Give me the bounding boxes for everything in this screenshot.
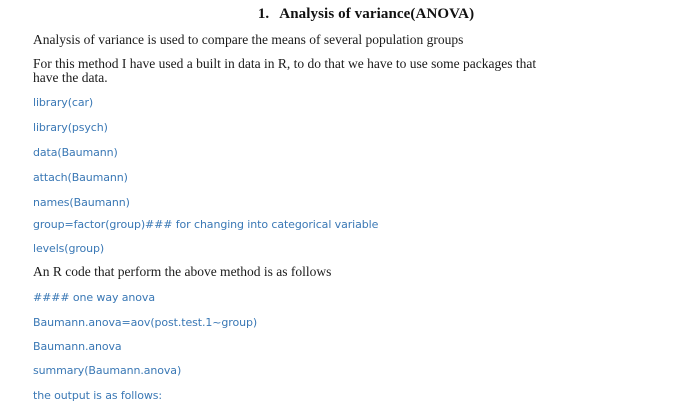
section-number: 1.	[257, 6, 270, 22]
code-line-data: data(Baumann)	[33, 146, 118, 159]
output-caption: the output is as follows:	[33, 389, 162, 402]
code-line-factor: group=factor(group)### for changing into categorical variable	[33, 218, 379, 231]
code-line-print-anova: Baumann.anova	[33, 340, 122, 353]
code-line-names: names(Baumann)	[33, 196, 130, 209]
code-comment-one-way-anova: #### one way anova	[33, 291, 155, 304]
section-heading	[0, 6, 680, 23]
method-paragraph-line-2: have the data.	[33, 70, 108, 85]
code-line-levels: levels(group)	[33, 242, 105, 255]
method-paragraph-line-1: For this method I have used a built in data in R, to do that we have to use some packages that	[33, 56, 537, 71]
transition-paragraph: An R code that perform the above method is as follows	[33, 264, 332, 279]
section-title: Analysis of variance(ANOVA)	[279, 6, 475, 22]
code-line-library-car: library(car)	[33, 96, 94, 109]
intro-paragraph: Analysis of variance is used to compare the means of several population groups	[33, 32, 464, 47]
code-line-attach: attach(Baumann)	[33, 171, 128, 184]
code-line-aov: Baumann.anova=aov(post.test.1~group)	[33, 316, 258, 329]
code-line-library-psych: library(psych)	[33, 121, 108, 134]
code-line-summary: summary(Baumann.anova)	[33, 364, 182, 377]
